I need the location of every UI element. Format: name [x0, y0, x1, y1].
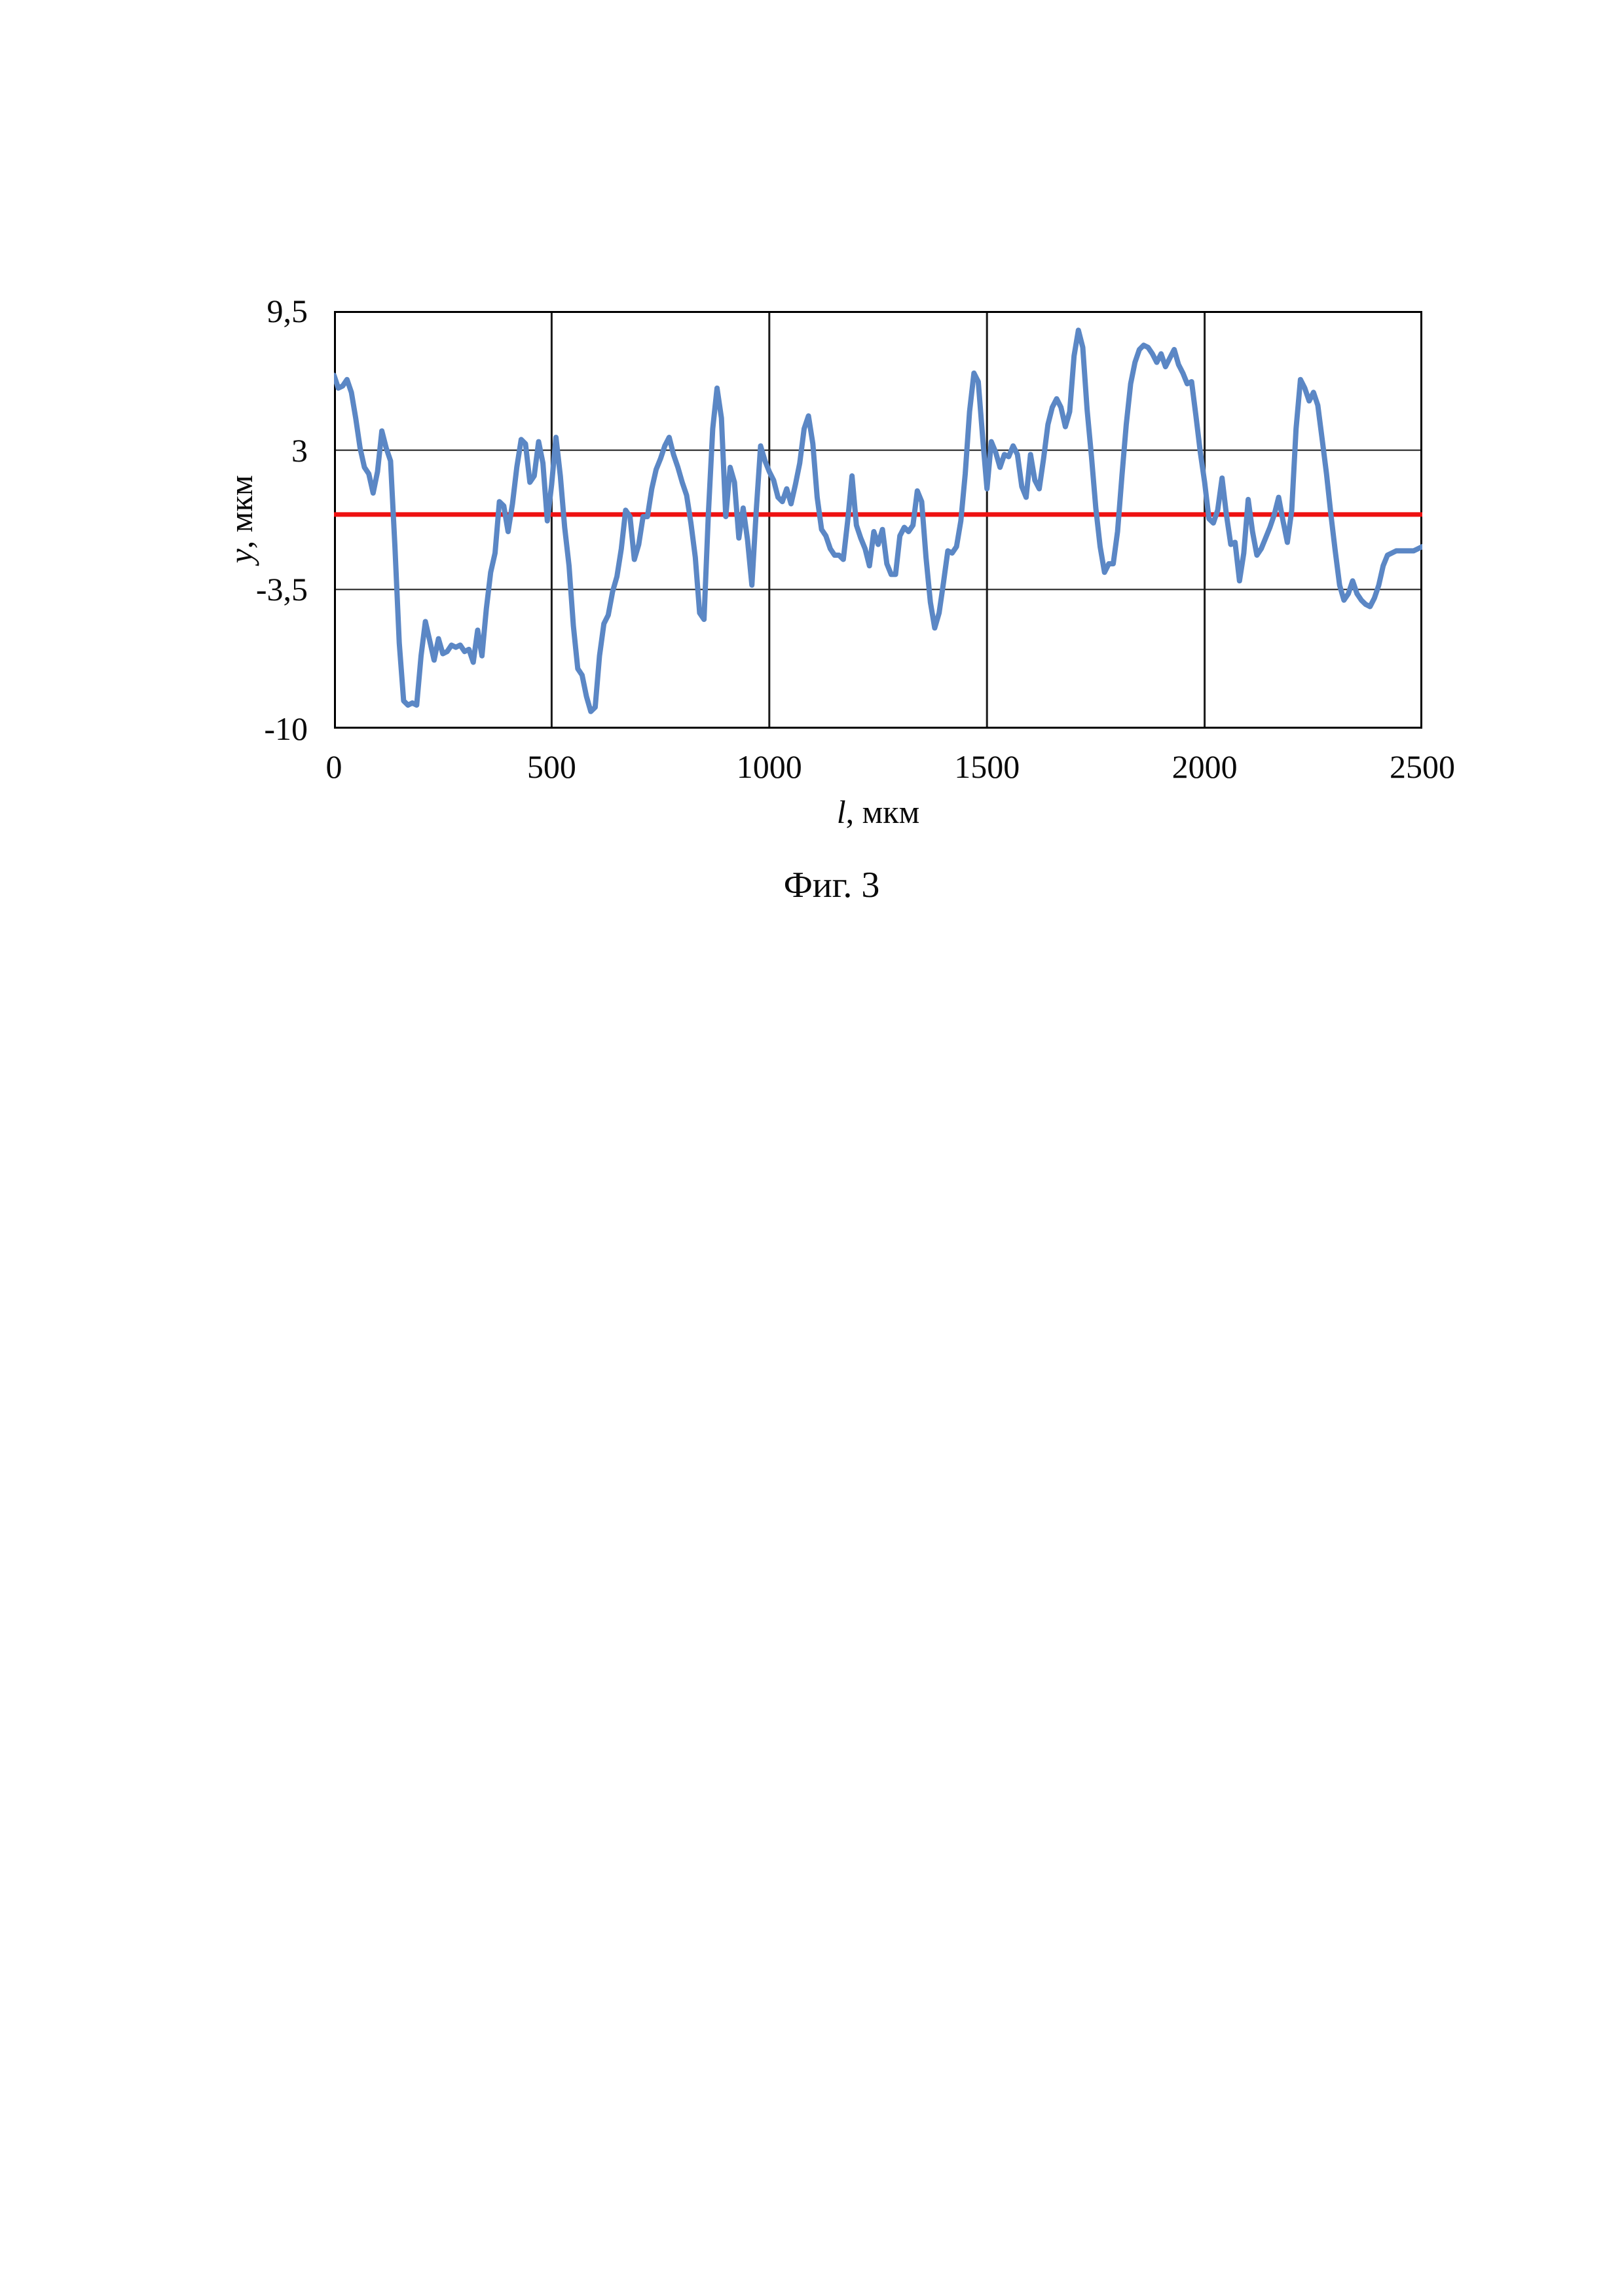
y-axis-unit: , мкм	[223, 475, 259, 549]
x-axis-title	[837, 793, 919, 831]
plot-area	[334, 311, 1422, 729]
x-tick-label: 0	[325, 748, 342, 785]
x-tick-label: 500	[526, 748, 576, 785]
y-axis-title	[222, 475, 260, 564]
y-axis-variable: у	[223, 549, 259, 564]
figure-caption: Фиг. 3	[783, 865, 880, 905]
x-tick-label: 2500	[1390, 748, 1455, 785]
x-tick-label: 1000	[736, 748, 802, 785]
y-tick-label: -10	[264, 710, 308, 747]
y-tick-label: -3,5	[255, 571, 308, 608]
y-tick-label: 3	[291, 431, 308, 469]
x-tick-label: 1500	[954, 748, 1020, 785]
roughness-profile-series	[334, 330, 1422, 711]
x-axis-unit: , мкм	[845, 793, 920, 830]
y-tick-label: 9,5	[267, 293, 308, 329]
x-tick-label: 2000	[1172, 748, 1238, 785]
x-axis-variable: l	[836, 793, 846, 830]
